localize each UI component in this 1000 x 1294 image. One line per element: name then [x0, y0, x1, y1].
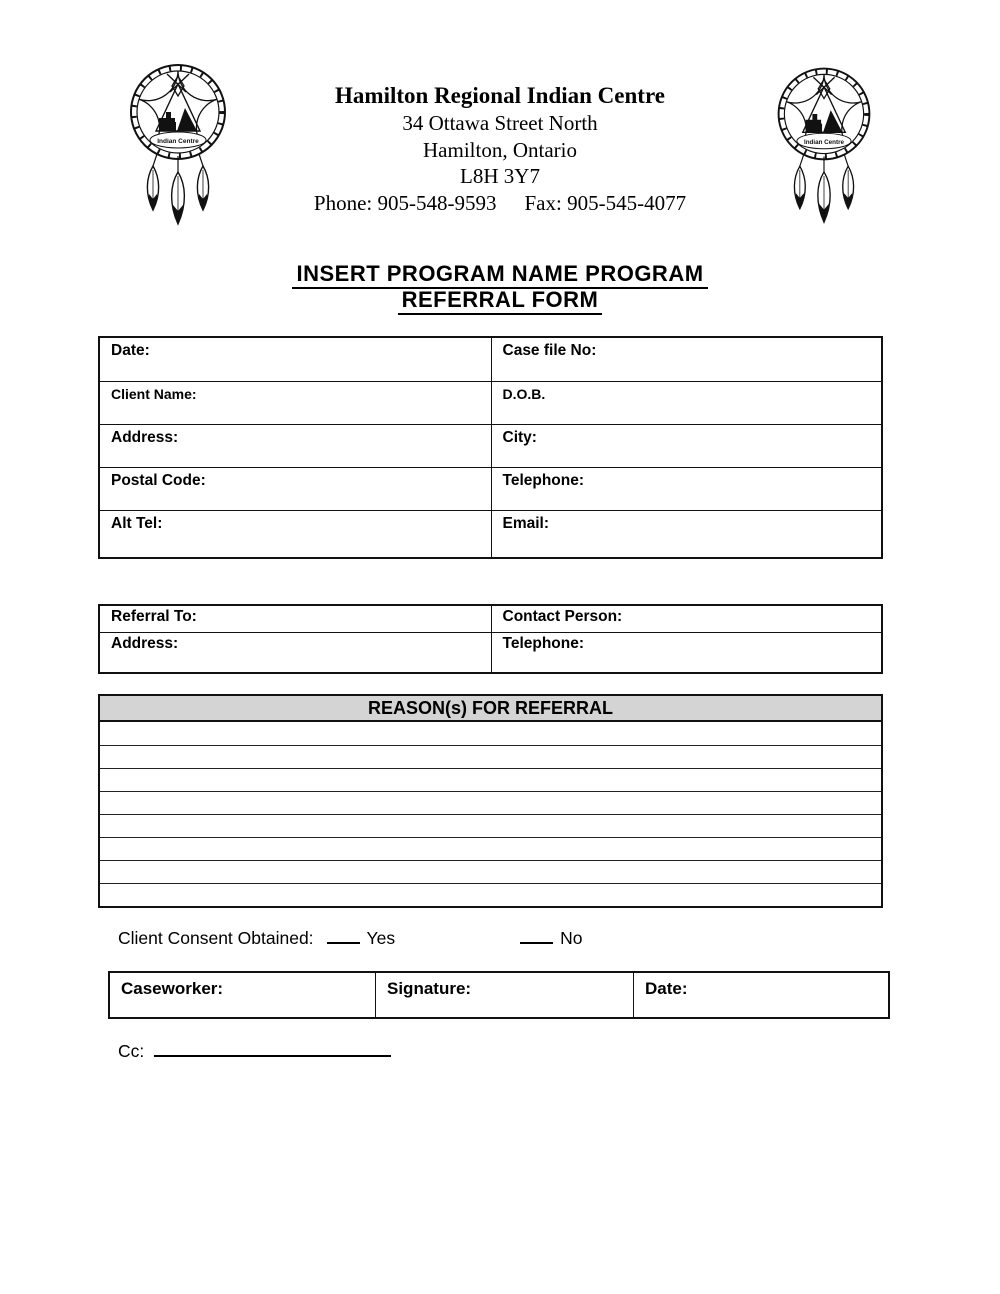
form-title-line1: INSERT PROGRAM NAME PROGRAM: [292, 261, 707, 289]
field-client-name-label: Client Name:: [111, 386, 197, 402]
field-address-label: Address:: [111, 429, 179, 446]
field-email[interactable]: [491, 510, 882, 557]
svg-text:Indian Centre: Indian Centre: [803, 138, 845, 146]
field-telephone-label: Telephone:: [502, 472, 585, 489]
consent-yes-label: Yes: [366, 928, 396, 948]
field-caseworker-label: Caseworker:: [121, 979, 224, 998]
reason-row[interactable]: [100, 814, 881, 837]
reason-row[interactable]: [100, 837, 881, 860]
reason-row[interactable]: [100, 860, 881, 883]
consent-label: Client Consent Obtained:: [118, 928, 314, 948]
field-referral-address-label: Address:: [111, 635, 179, 652]
field-city-label: City:: [502, 429, 537, 446]
field-postal-code-label: Postal Code:: [111, 472, 206, 489]
cc-blank[interactable]: [154, 1041, 391, 1057]
field-case-file-no-label: Case file No:: [502, 342, 597, 359]
field-contact-person-label: Contact Person:: [502, 608, 623, 625]
cc-line: [118, 1041, 391, 1062]
consent-line: [118, 928, 582, 949]
field-referral-to-label: Referral To:: [111, 608, 197, 625]
field-postal-code[interactable]: [100, 467, 491, 510]
field-address[interactable]: [100, 424, 491, 467]
reason-row[interactable]: [100, 768, 881, 791]
letterhead: [200, 82, 800, 216]
field-referral-address[interactable]: [100, 632, 491, 672]
field-alt-tel-label: Alt Tel:: [111, 515, 163, 532]
field-signature[interactable]: [375, 973, 633, 1017]
field-referral-telephone-label: Telephone:: [502, 635, 585, 652]
signoff-table: [108, 971, 890, 1019]
org-postal: L8H 3Y7: [460, 164, 540, 188]
form-title-line2: REFERRAL FORM: [398, 287, 603, 315]
field-dob-label: D.O.B.: [502, 386, 546, 402]
field-signature-label: Signature:: [387, 979, 472, 998]
reasons-table: [98, 694, 883, 908]
cc-label: Cc:: [118, 1041, 145, 1061]
referral-to-table: [98, 604, 883, 674]
form-title: [0, 261, 1000, 313]
reason-row[interactable]: [100, 722, 881, 745]
field-alt-tel[interactable]: [100, 510, 491, 557]
field-date[interactable]: [100, 338, 491, 381]
client-info-table: [98, 336, 883, 559]
org-phone-fax: [200, 190, 800, 217]
consent-yes-blank[interactable]: [327, 929, 360, 944]
field-email-label: Email:: [502, 515, 550, 532]
field-client-name[interactable]: [100, 381, 491, 424]
consent-no-label: No: [560, 928, 583, 948]
reason-rows: [100, 722, 881, 906]
reason-row[interactable]: [100, 791, 881, 814]
field-telephone[interactable]: [491, 467, 882, 510]
field-contact-person[interactable]: [491, 606, 882, 632]
reason-row[interactable]: [100, 883, 881, 906]
svg-text:Indian Centre: Indian Centre: [157, 138, 199, 145]
field-signoff-date-label: Date:: [645, 979, 688, 998]
field-referral-telephone[interactable]: [491, 632, 882, 672]
org-fax: Fax: 905-545-4077: [524, 190, 687, 215]
org-address-1: 34 Ottawa Street North: [402, 111, 598, 135]
field-dob[interactable]: [491, 381, 882, 424]
field-date-label: Date:: [111, 342, 150, 359]
field-case-file-no[interactable]: [491, 338, 882, 381]
reason-row[interactable]: [100, 745, 881, 768]
reasons-heading: REASON(s) FOR REFERRAL: [100, 696, 881, 722]
field-caseworker[interactable]: [110, 973, 375, 1017]
field-city[interactable]: [491, 424, 882, 467]
org-address-2: Hamilton, Ontario: [423, 137, 577, 162]
org-phone: Phone: 905-548-9593: [313, 190, 497, 215]
field-referral-to[interactable]: [100, 606, 491, 632]
consent-no-blank[interactable]: [520, 929, 553, 944]
org-name: Hamilton Regional Indian Centre: [335, 83, 665, 108]
field-signoff-date[interactable]: [633, 973, 888, 1017]
